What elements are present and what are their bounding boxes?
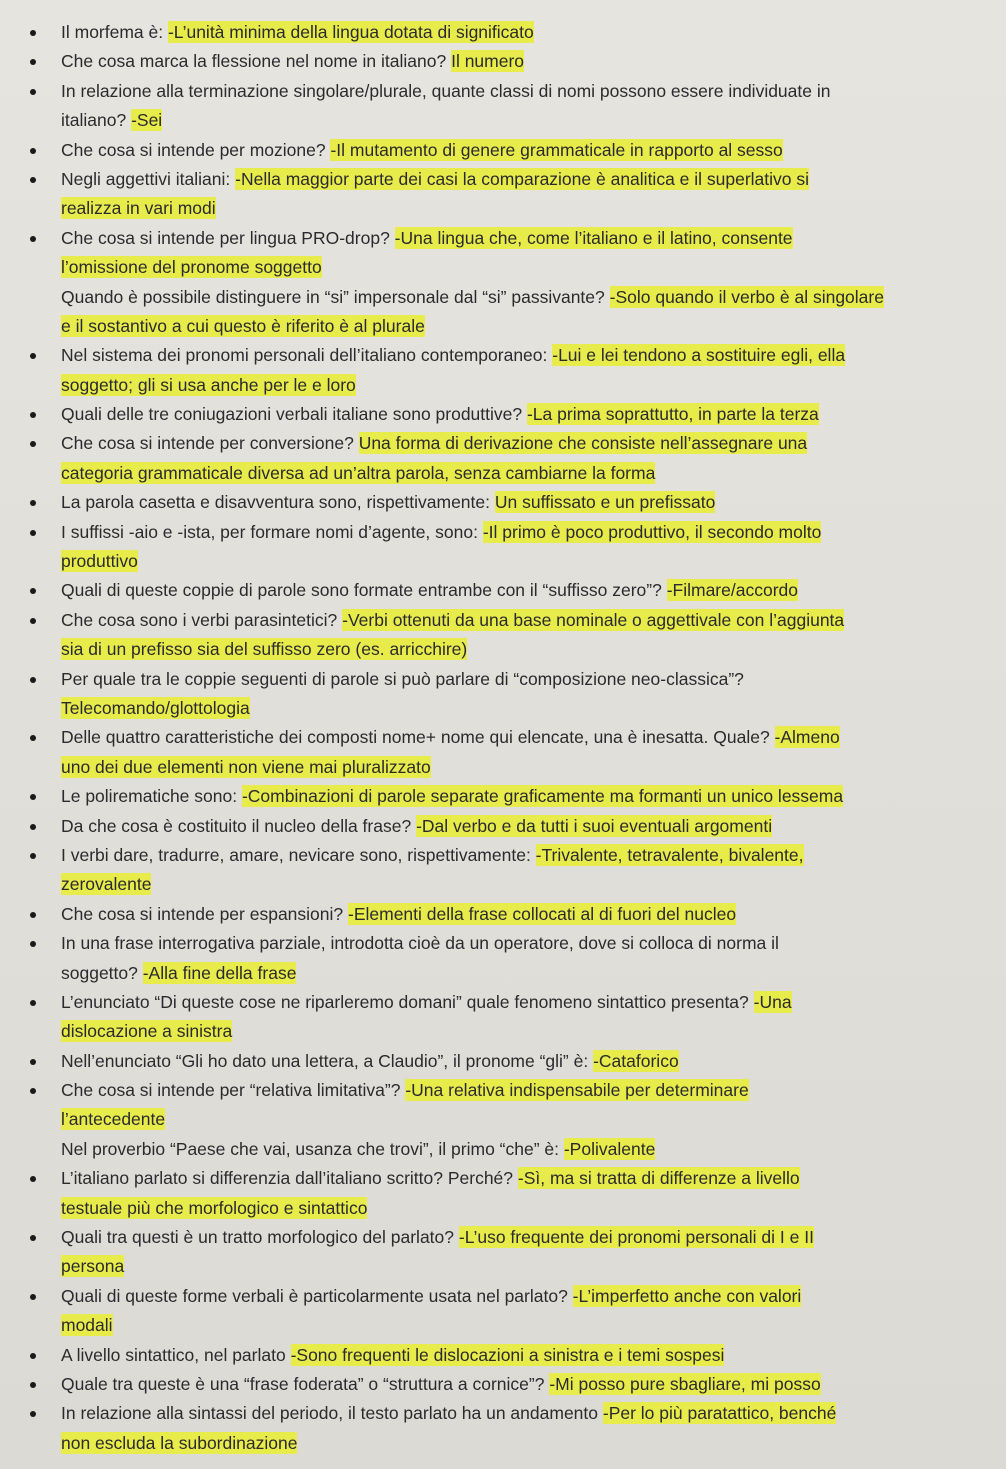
bullet-icon	[30, 1000, 36, 1006]
bullet-icon	[30, 1088, 36, 1094]
question-text: soggetto?	[61, 962, 143, 983]
question-text: Il morfema è:	[61, 22, 168, 42]
text-line	[0, 518, 1006, 547]
text-line	[0, 1076, 1006, 1105]
line-text	[61, 1223, 814, 1252]
bullet-icon	[30, 824, 36, 830]
line-text	[61, 224, 793, 253]
text-line	[0, 371, 1006, 400]
line-text	[61, 959, 296, 988]
line-text	[61, 1282, 801, 1311]
line-text	[61, 47, 524, 76]
question-text: Quali di queste coppie di parole sono formate entrambe con il “suffisso zero”?	[61, 580, 667, 601]
line-text	[61, 429, 807, 458]
highlighted-answer: -Dal verbo e da tutti i suoi eventuali argomenti	[416, 815, 773, 836]
text-line	[0, 547, 1006, 576]
highlighted-answer: Telecomando/glottologia	[61, 697, 250, 718]
highlighted-answer: non escluda la subordinazione	[61, 1432, 298, 1453]
question-list	[0, 18, 1006, 1458]
question-text: I suffissi -aio e -ista, per formare nomi d’agente, sono:	[61, 521, 483, 542]
highlighted-answer: -Il primo è poco produttivo, il secondo molto	[482, 521, 822, 542]
text-line	[0, 606, 1006, 635]
text-line	[0, 929, 1006, 958]
highlighted-answer: -Una lingua che, come l’italiano e il latino, consente	[394, 227, 793, 248]
highlighted-answer: testuale più che morfologico e sintattico	[61, 1197, 368, 1218]
bullet-icon	[30, 353, 36, 359]
bullet-icon	[30, 1176, 36, 1182]
highlighted-answer: zerovalente	[61, 874, 152, 895]
line-text	[61, 723, 840, 752]
question-text: Che cosa si intende per lingua PRO-drop?	[61, 227, 395, 248]
text-line	[0, 253, 1006, 282]
highlighted-answer: -Verbi ottenuti da una base nominale o aggettivale con l’aggiunta	[342, 609, 845, 630]
highlighted-answer: soggetto; gli si usa anche per le e loro	[61, 374, 356, 395]
highlighted-answer: l’omissione del pronome soggetto	[61, 257, 322, 278]
line-text	[61, 988, 792, 1017]
bullet-icon	[30, 500, 36, 506]
highlighted-answer: Una forma di derivazione che consiste nell’assegnare una	[358, 433, 808, 454]
bullet-icon	[30, 794, 36, 800]
text-line	[0, 723, 1006, 752]
bullet-icon	[30, 912, 36, 918]
text-line	[0, 900, 1006, 929]
text-line	[0, 988, 1006, 1017]
highlighted-answer: -Mi posso pure sbagliare, mi posso	[549, 1373, 821, 1394]
line-text	[61, 1252, 124, 1281]
line-text	[61, 606, 844, 635]
question-text: Che cosa si intende per mozione?	[61, 139, 331, 160]
text-line	[0, 1047, 1006, 1076]
line-text	[61, 1164, 800, 1193]
text-line	[0, 283, 1006, 312]
line-text	[61, 1047, 679, 1076]
line-text	[61, 106, 162, 135]
highlighted-answer: -Solo quando il verbo è al singolare	[609, 286, 884, 307]
highlighted-answer: -Lui e lei tendono a sostituire egli, ella	[552, 345, 846, 366]
highlighted-answer: uno dei due elementi non viene mai pluralizzato	[61, 756, 431, 777]
highlighted-answer: -Almeno	[774, 727, 840, 748]
bullet-icon	[30, 30, 36, 36]
text-line	[0, 959, 1006, 988]
text-line	[0, 1223, 1006, 1252]
line-text	[61, 18, 534, 47]
highlighted-answer: Il numero	[451, 51, 525, 72]
text-line	[0, 1252, 1006, 1281]
line-text	[61, 341, 845, 370]
bullet-icon	[30, 735, 36, 741]
text-line	[0, 459, 1006, 488]
text-line	[0, 429, 1006, 458]
highlighted-answer: Un suffissato e un prefissato	[494, 492, 716, 513]
highlighted-answer: sia di un prefisso sia del suffisso zero (es. arricchire)	[61, 639, 468, 660]
highlighted-answer: -Polivalente	[563, 1138, 656, 1159]
question-text: Che cosa si intende per “relativa limitativa”?	[61, 1080, 406, 1101]
line-text	[61, 782, 843, 811]
text-line	[0, 635, 1006, 664]
line-text	[61, 1076, 749, 1105]
question-text: Le polirematiche sono:	[61, 786, 242, 807]
line-text	[61, 576, 798, 605]
line-text	[61, 1135, 655, 1164]
question-text: L’italiano parlato si differenzia dall’italiano scritto? Perché?	[61, 1168, 518, 1189]
highlighted-answer: -L’imperfetto anche con valori	[572, 1285, 802, 1306]
question-text: Quando è possibile distinguere in “si” impersonale dal “si” passivante?	[61, 286, 610, 307]
bullet-icon	[30, 59, 36, 65]
line-text	[61, 1311, 113, 1340]
text-line	[0, 1370, 1006, 1399]
text-line	[0, 576, 1006, 605]
question-text: Quali delle tre coniugazioni verbali italiane sono produttive?	[61, 404, 527, 425]
bullet-icon	[30, 89, 36, 95]
text-line	[0, 136, 1006, 165]
text-line	[0, 488, 1006, 517]
text-line	[0, 165, 1006, 194]
line-text	[61, 136, 783, 165]
bullet-icon	[30, 941, 36, 947]
highlighted-answer: -Una	[753, 991, 792, 1012]
text-line	[0, 224, 1006, 253]
text-line	[0, 870, 1006, 899]
question-text: Che cosa si intende per conversione?	[61, 433, 359, 454]
line-text	[61, 283, 884, 312]
bullet-icon	[30, 853, 36, 859]
question-text: Che cosa marca la flessione nel nome in italiano?	[61, 51, 452, 72]
text-line	[0, 694, 1006, 723]
highlighted-answer: l’antecedente	[61, 1109, 166, 1130]
line-text	[61, 77, 830, 106]
highlighted-answer: produttivo	[61, 551, 138, 572]
line-text	[61, 665, 744, 694]
question-text: italiano?	[61, 110, 132, 131]
line-text	[61, 1194, 367, 1223]
line-text	[61, 194, 216, 223]
question-text: I verbi dare, tradurre, amare, nevicare sono, rispettivamente:	[61, 844, 536, 865]
line-text	[61, 870, 151, 899]
text-line	[0, 106, 1006, 135]
question-text: La parola casetta e disavventura sono, rispettivamente:	[61, 492, 495, 513]
question-text: Nel sistema dei pronomi personali dell’italiano contemporaneo:	[61, 345, 553, 366]
text-line	[0, 18, 1006, 47]
line-text	[61, 929, 779, 958]
highlighted-answer: realizza in vari modi	[61, 198, 216, 219]
bullet-icon	[30, 1411, 36, 1417]
bullet-icon	[30, 441, 36, 447]
text-line	[0, 194, 1006, 223]
line-text	[61, 312, 425, 341]
highlighted-answer: -Elementi della frase collocati al di fuori del nucleo	[348, 903, 737, 924]
line-text	[61, 253, 322, 282]
line-text	[61, 900, 736, 929]
text-line	[0, 812, 1006, 841]
line-text	[61, 165, 809, 194]
highlighted-answer: dislocazione a sinistra	[61, 1021, 233, 1042]
highlighted-answer: modali	[61, 1315, 113, 1336]
text-line	[0, 1135, 1006, 1164]
highlighted-answer: persona	[61, 1256, 125, 1277]
text-line	[0, 665, 1006, 694]
text-line	[0, 782, 1006, 811]
text-line	[0, 841, 1006, 870]
line-text	[61, 1399, 836, 1428]
text-line	[0, 1341, 1006, 1370]
question-text: Nell’enunciato “Gli ho dato una lettera, a Claudio”, il pronome “gli” è:	[61, 1050, 594, 1071]
highlighted-answer: -Sì, ma si tratta di differenze a livello	[517, 1168, 800, 1189]
line-text	[61, 1105, 165, 1134]
text-line	[0, 1194, 1006, 1223]
line-text	[61, 1341, 724, 1370]
highlighted-answer: -Per lo più paratattico, benché	[602, 1403, 837, 1424]
text-line	[0, 753, 1006, 782]
text-line	[0, 1282, 1006, 1311]
question-text: A livello sintattico, nel parlato	[61, 1344, 291, 1365]
line-text	[61, 488, 715, 517]
highlighted-answer: -L’uso frequente dei pronomi personali di I e II	[458, 1227, 814, 1248]
question-text: In relazione alla terminazione singolare/plurale, quante classi di nomi possono essere individuate in	[61, 80, 831, 101]
question-text: Nel proverbio “Paese che vai, usanza che trovi”, il primo “che” è:	[61, 1138, 564, 1159]
question-text: Delle quattro caratteristiche dei composti nome+ nome qui elencate, una è inesatta. Quale?	[61, 727, 775, 748]
line-text	[61, 635, 467, 664]
question-text: Che cosa si intende per espansioni?	[61, 903, 348, 924]
bullet-icon	[30, 412, 36, 418]
text-line	[0, 1399, 1006, 1428]
text-line	[0, 1311, 1006, 1340]
bullet-icon	[30, 1235, 36, 1241]
line-text	[61, 753, 431, 782]
bullet-icon	[30, 588, 36, 594]
bullet-icon	[30, 1059, 36, 1065]
question-text: L’enunciato “Di queste cose ne riparleremo domani” quale fenomeno sintattico presenta?	[61, 991, 754, 1012]
question-text: Negli aggettivi italiani:	[61, 168, 236, 189]
line-text	[61, 1370, 821, 1399]
text-line	[0, 341, 1006, 370]
highlighted-answer: categoria grammaticale diversa ad un’altra parola, senza cambiarne la forma	[61, 462, 656, 483]
line-text	[61, 1429, 297, 1458]
text-line	[0, 400, 1006, 429]
bullet-icon	[30, 177, 36, 183]
highlighted-answer: -Una relativa indispensabile per determinare	[405, 1080, 749, 1101]
highlighted-answer: -La prima soprattutto, in parte la terza	[526, 404, 819, 425]
line-text	[61, 1017, 232, 1046]
highlighted-answer: e il sostantivo a cui questo è riferito è al plurale	[61, 315, 425, 336]
text-line	[0, 1105, 1006, 1134]
highlighted-answer: -Il mutamento di genere grammaticale in rapporto al sesso	[330, 139, 783, 160]
question-text: In una frase interrogativa parziale, introdotta cioè da un operatore, dove si colloca di norma il	[61, 933, 779, 954]
bullet-icon	[30, 1353, 36, 1359]
bullet-icon	[30, 677, 36, 683]
question-text: Quale tra queste è una “frase foderata” o “struttura a cornice”?	[61, 1373, 550, 1394]
highlighted-answer: -Trivalente, tetravalente, bivalente,	[535, 844, 804, 865]
bullet-icon	[30, 148, 36, 154]
text-line	[0, 77, 1006, 106]
text-line	[0, 1164, 1006, 1193]
bullet-icon	[30, 1382, 36, 1388]
line-text	[61, 694, 250, 723]
line-text	[61, 547, 138, 576]
highlighted-answer: -L’unità minima della lingua dotata di significato	[167, 22, 534, 42]
line-text	[61, 841, 804, 870]
question-text: Da che cosa è costituito il nucleo della frase?	[61, 815, 417, 836]
highlighted-answer: -Cataforico	[593, 1050, 679, 1071]
text-line	[0, 312, 1006, 341]
bullet-icon	[30, 1294, 36, 1300]
text-line	[0, 1017, 1006, 1046]
line-text	[61, 812, 772, 841]
question-text: Quali tra questi è un tratto morfologico del parlato?	[61, 1227, 459, 1248]
line-text	[61, 400, 819, 429]
question-text: Quali di queste forme verbali è particolarmente usata nel parlato?	[61, 1285, 573, 1306]
highlighted-answer: -Combinazioni di parole separate graficamente ma formanti un unico lessema	[241, 786, 844, 807]
highlighted-answer: -Sono frequenti le dislocazioni a sinistra e i temi sospesi	[290, 1344, 725, 1365]
highlighted-answer: -Filmare/accordo	[666, 580, 798, 601]
highlighted-answer: -Nella maggior parte dei casi la comparazione è analitica e il superlativo si	[235, 168, 810, 189]
highlighted-answer: -Alla fine della frase	[142, 962, 297, 983]
question-text: Che cosa sono i verbi parasintetici?	[61, 609, 343, 630]
bullet-icon	[30, 530, 36, 536]
question-text: In relazione alla sintassi del periodo, il testo parlato ha un andamento	[61, 1403, 603, 1424]
text-line	[0, 47, 1006, 76]
bullet-icon	[30, 236, 36, 242]
line-text	[61, 459, 655, 488]
text-line	[0, 1429, 1006, 1458]
question-text: Per quale tra le coppie seguenti di parole si può parlare di “composizione neo-classica”?	[61, 668, 744, 689]
bullet-icon	[30, 618, 36, 624]
line-text	[61, 518, 821, 547]
highlighted-answer: -Sei	[131, 110, 163, 131]
line-text	[61, 371, 356, 400]
